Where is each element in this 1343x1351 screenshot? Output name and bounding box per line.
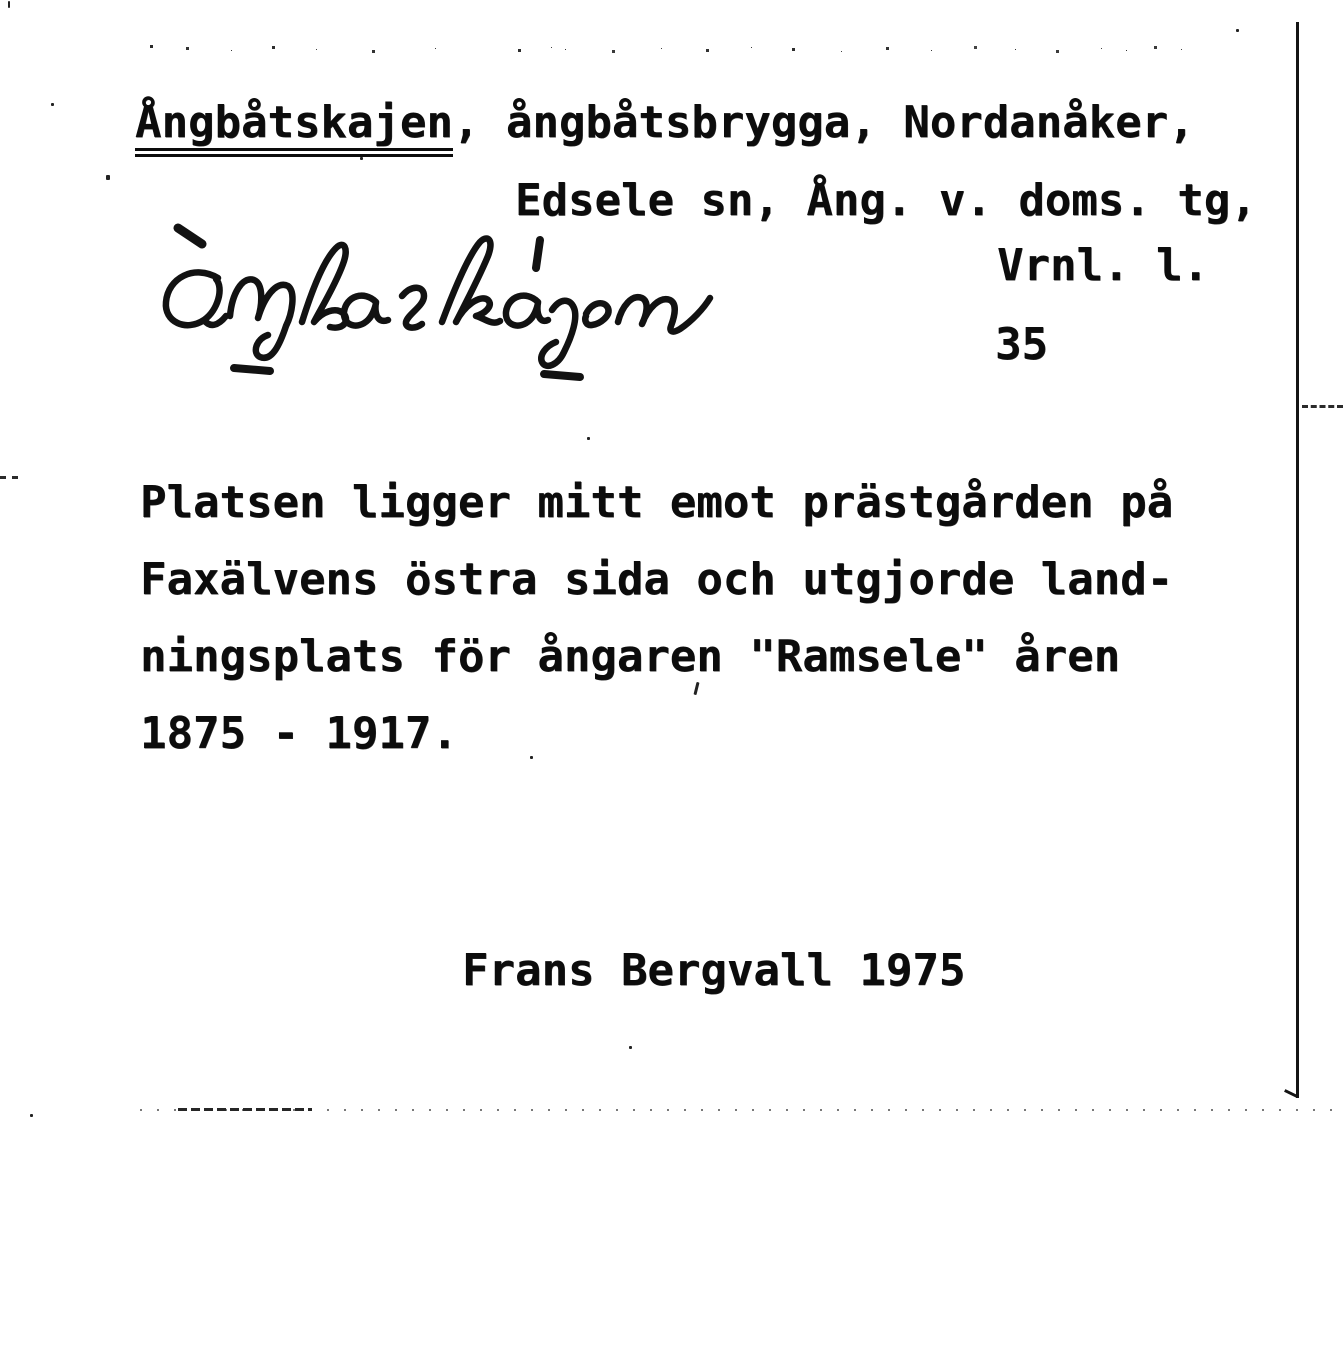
scan-speck (106, 175, 110, 180)
scan-speck (360, 157, 363, 160)
scan-speck (693, 682, 699, 695)
bottom-dotted-rule-dense (178, 1108, 312, 1111)
handwriting-strokes (140, 222, 720, 392)
body-line-2: Faxälvens östra sida och utgjorde land- (140, 554, 1174, 605)
scan-speck (587, 437, 590, 440)
header-line-1 (135, 99, 1195, 147)
scan-speck (30, 1114, 33, 1117)
body-line-3: ningsplats för ångaren "Ramsele" åren (140, 631, 1121, 682)
scan-speck (1236, 29, 1239, 32)
right-margin-dash (1302, 405, 1343, 408)
archive-reference: Vrnl. l. (997, 240, 1209, 291)
scan-speck (51, 103, 54, 106)
card-number: 35 (995, 319, 1048, 370)
headword: Ångbåtskajen (135, 97, 453, 157)
header-line-2: Edsele sn, Ång. v. doms. tg, (515, 175, 1257, 226)
right-vertical-rule (1296, 22, 1299, 1098)
scan-speck (530, 756, 533, 759)
signature: Frans Bergvall 1975 (462, 945, 966, 996)
left-margin-dash (0, 476, 18, 479)
scan-noise-top (150, 45, 153, 48)
body-line-1: Platsen ligger mitt emot prästgården på (140, 477, 1174, 528)
handwritten-annotation (140, 222, 720, 396)
bottom-dotted-rule (140, 1109, 1343, 1111)
body-line-4: 1875 - 1917. (140, 708, 458, 759)
scan-speck (629, 1046, 632, 1049)
scan-speck (8, 1, 10, 8)
header-line-1-rest: , ångbåtsbrygga, Nordanåker, (452, 97, 1195, 148)
